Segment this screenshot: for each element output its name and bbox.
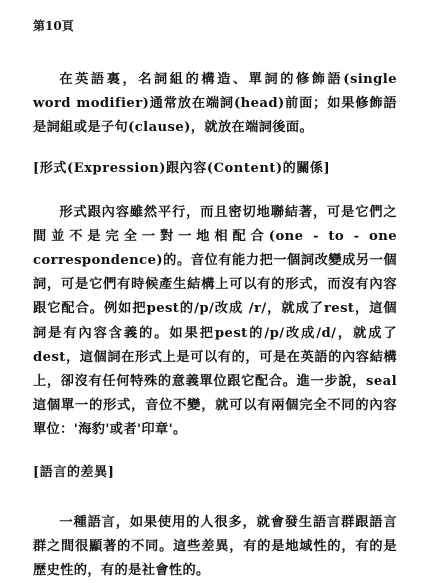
section-heading-language-differences: [語言的差異] bbox=[33, 464, 115, 480]
paragraph-expression-content: 形式跟內容雖然平行，而且密切地聯結著，可是它們之間並不是完全一對一地相配合(one - to - one correspondence)的。音位有能力把一個詞改變成另一個詞，可是它們有時候產生結構上可以有的形式，而沒有內容跟它配合。例如把pest的/p/改成 /r/，就成了rest，這個詞是有內容含義的。如果把pest的/p/改成/d/，就成了dest，這個詞在形式上是可以有的，可是在英語的內容結構上，卻沒有任何特殊的意義單位跟它配合。進一步說，seal 這個單一的形式，音位不變，就可以有兩個完全不同的內容單位：'海豹'或者'印章'。 bbox=[33, 204, 397, 438]
spacer bbox=[33, 179, 397, 201]
spacer bbox=[33, 443, 397, 463]
spacer bbox=[33, 141, 397, 159]
page-number: 第10頁 bbox=[33, 19, 74, 33]
paragraph-noun-phrase-modifiers: 在英語裏，名詞組的構造、單詞的修飾語(single word modifier)通常放在端詞(head)前面；如果修飾語是詞組或是子句(clause)，就放在端詞後面。 bbox=[33, 72, 397, 136]
section-heading-expression-content: [形式(Expression)跟內容(Content)的關係] bbox=[33, 160, 331, 176]
spacer bbox=[33, 483, 397, 511]
paragraph-language-differences: 一種語言，如果使用的人很多，就會發生語言群跟語言群之間很顯著的不同。這些差異，有的是地域性的，有的是歷史性的，有的是社會性的。 bbox=[33, 514, 397, 579]
